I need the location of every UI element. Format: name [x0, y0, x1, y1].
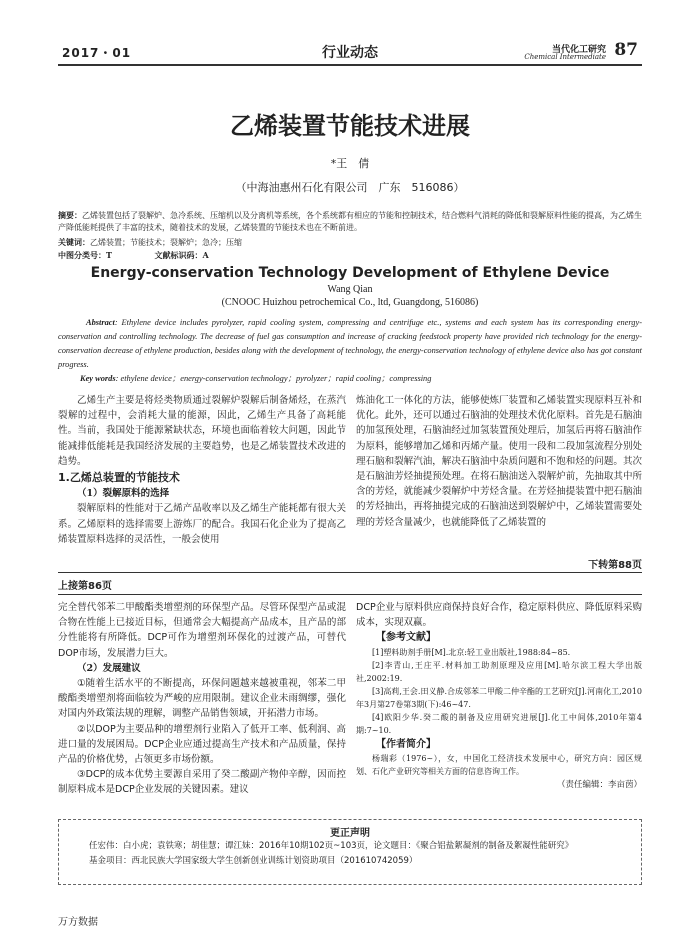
lower-left-column	[58, 600, 346, 798]
paragraph: ②以DOP为主要品种的增塑剂行业陷入了低开工率、低利润、高进口量的发展困局。DCP企业应通过提高生产技术和产品质量，保持产品的价格优势，占领更多市场份额。	[58, 723, 346, 766]
references-heading: 【参考文献】	[376, 632, 436, 644]
doc-code-label: 文献标识码：A	[154, 250, 209, 260]
references-list	[356, 646, 642, 737]
article-author: *王 倩	[330, 157, 370, 170]
editor-note: （责任编辑：李亩茵）	[556, 779, 642, 790]
body-left-column	[58, 393, 346, 547]
keywords	[58, 236, 642, 249]
english-title: Energy-conservation Technology Development of Ethylene Device	[90, 265, 610, 281]
paragraph: ③DCP的成本优势主要源自采用了癸二酸副产物仲辛醇，因而控制原料成本是DCP企业发展的关键因素。建议	[58, 769, 346, 796]
article-separator	[58, 572, 642, 573]
english-affiliation: (CNOOC Huizhou petrochemical Co., ltd, Guangdong, 516086)	[221, 297, 479, 308]
keywords-text: 乙烯装置；节能技术；裂解炉；急冷；压缩	[90, 238, 242, 247]
continue-from-note: 上接第86页	[58, 581, 112, 592]
reference-item: [1]塑料助剂手册[M].北京:轻工业出版社,1988:84~85.	[372, 647, 571, 657]
english-abstract-text: : Ethylene device includes pyrolyzer, rapid cooling system, compressing and centrifuge etc., systems and each system has its corresponding energy-conservation and controlling technology. The decrease of fuel gas consumption and increase of cracking feedstock property have provided rich technology for the energy-conservation decrease of ethylene production, besides along with the development of technology, the energy-conservation technology of ethylene device also has got constant progress.	[58, 318, 642, 369]
english-abstract	[58, 316, 642, 372]
english-keywords-text: : ethylene device；energy-conservation technology；pyrolyzer；rapid cooling；compressing	[115, 374, 432, 383]
body-right-column	[356, 393, 642, 530]
journal-name-cn: 当代化工研究	[551, 45, 606, 55]
footer-source: 万方数据	[58, 917, 98, 928]
reference-item: [3]高莉,王会.田义静.合成邻苯二甲酸二仲辛酯的工艺研究[J].河南化工,2010年3月第27卷第3期(下):46~47.	[356, 686, 642, 709]
continue-note: 下转第88页	[588, 560, 642, 571]
subsection-heading: （1）裂解原料的选择	[77, 488, 170, 500]
english-keywords	[80, 372, 640, 384]
subsection-heading: （2）发展建议	[77, 662, 141, 674]
abstract	[58, 209, 642, 234]
reference-item: [2]李青山,王庄平.材料加工助剂原理及应用[M].哈尔滨工程大学出版社,2002:19.	[356, 660, 642, 683]
article-affiliation: （中海油惠州石化有限公司 广东 516086）	[235, 181, 465, 194]
reference-item: [4]欧阳少华.癸二酸的制备及应用研究进展[J].化工中间体,2010年第4期:7~10.	[356, 712, 642, 735]
paragraph: 炼油化工一体化的方法，能够使炼厂装置和乙烯装置实现原料互补和优化。此外，还可以通过石脑油的处理技术优化原料。首先是石脑油的加氢预处理，石脑油经过加氢装置预处理后，加氢后再将石脑油作为原料，能够增加乙烯和丙烯产量。使用一段和二段加氢流程分别处理石脑和裂解汽油，解决石脑油中杂质问题和不饱和烃的问题。其次是石脑油芳烃抽提预处理。在将石脑油送入裂解炉前，先抽取其中所含的芳烃，就能减少裂解炉中芳烃含量。在芳烃抽提装置中把石脑油的芳烃抽出，再将抽提完成的石脑油送到裂解炉中，乙烯装置需要处理的芳烃含量减少，也就能降低了乙烯装置的	[356, 395, 642, 528]
notice-line: 基金项目：西北民族大学国家级大学生创新创业训练计划资助项目（201610742059）	[89, 856, 418, 866]
keywords-label: 关键词：	[58, 237, 90, 247]
journal-name-en: Chemical Intermediate	[524, 53, 606, 61]
issue-label: 2017・01	[62, 46, 132, 60]
abstract-text: 乙烯装置包括了裂解炉、急冷系统、压缩机以及分离机等系统，各个系统都有相应的节能和控制技术，结合燃料气消耗的降低和裂解原料性能的提高，为乙烯生产降低能耗提供了丰富的技术，随着技术的发展，乙烯装置的节能技术也在不断前进。	[58, 211, 642, 232]
clc-label: 中图分类号：T	[58, 250, 112, 260]
lower-right-column	[356, 600, 642, 793]
notice-line: 任宏伟：白小虎；袁铁寒；胡佳慧；谭江妹：2016年10期102页~103页，论文题目：《聚合铝盐絮凝剂的制备及絮凝性能研究》	[89, 841, 574, 851]
correction-notice	[58, 819, 642, 885]
notice-title: 更正声明	[330, 828, 370, 839]
section-label: 行业动态	[322, 45, 378, 61]
page-number: 87	[614, 40, 638, 60]
paragraph: 乙烯生产主要是将烃类物质通过裂解炉裂解后制备烯烃，在蒸汽裂解的过程中，会消耗大量的能源，因此，乙烯生产具备了高耗能性。当前，我国处于能源紧缺状态，环境也面临着较大问题，因此节能减排低能耗是我国经济发展的主要趋势，也是乙烯装置技术改进的趋势。	[58, 395, 346, 467]
abstract-label: 摘要：	[58, 210, 82, 220]
author-bio-heading: 【作者简介】	[376, 738, 436, 750]
english-author: Wang Qian	[327, 284, 373, 295]
author-bio	[356, 752, 642, 778]
article-separator	[58, 594, 642, 595]
section-heading: 1.乙烯总装置的节能技术	[58, 471, 180, 485]
author-bio-text: 杨瑞彩（1976~），女，中国化工经济技术发展中心，研究方向：园区规划、石化产业研究等相关方面的信息咨询工作。	[356, 753, 642, 776]
article-title: 乙烯装置节能技术进展	[230, 112, 470, 140]
paragraph: 完全替代邻苯二甲酸酯类增塑剂的环保型产品。尽管环保型产品或混合物在性能上已接近目标，但通常会大幅提高产品成本，且产品的部分性能将有所降低。DCP可作为增塑剂环保化的过渡产品，可替代DOP市场，发展潜力巨大。	[58, 602, 346, 659]
english-abstract-label: Abstract	[86, 318, 115, 327]
paragraph: 裂解原料的性能对于乙烯产品收率以及乙烯生产能耗都有很大关系。乙烯原料的选择需要上游炼厂的配合。我国石化企业为了提高乙烯装置原料选择的灵活性，一般会使用	[58, 503, 346, 545]
classification	[58, 249, 642, 262]
english-keywords-label: Key words	[80, 374, 116, 383]
header-rule	[58, 64, 642, 66]
paragraph: ①随着生活水平的不断提高，环保问题越来越被重视，邻苯二甲酸酯类增塑剂将面临较为严峻的应用限制。建议企业未雨绸缪，强化对国内外政策法规的理解，调整产品销售领域，开拓潜力市场。	[58, 678, 346, 720]
paragraph: DCP企业与原料供应商保持良好合作，稳定原料供应、降低原料采购成本，实现双赢。	[356, 602, 642, 629]
